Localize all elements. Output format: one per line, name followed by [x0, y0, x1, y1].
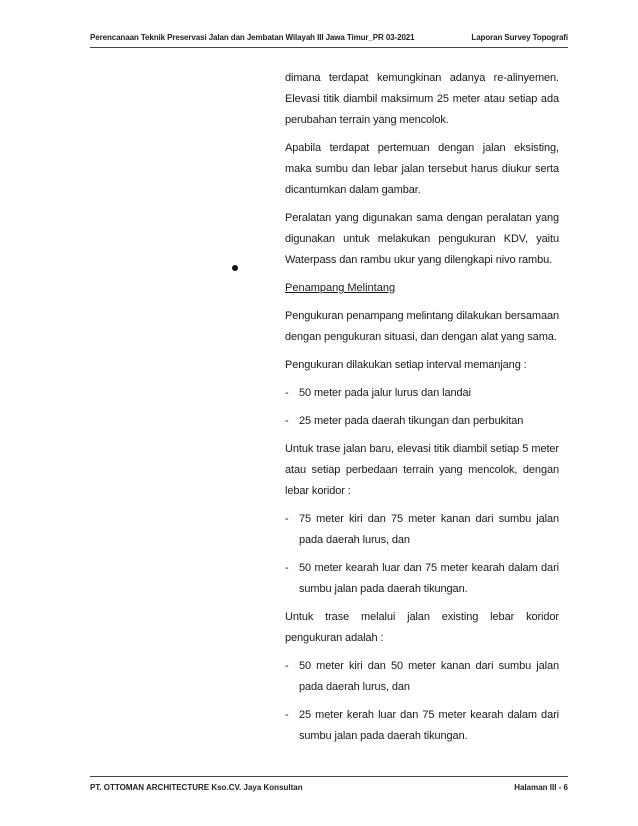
paragraph: Peralatan yang digunakan sama dengan peralatan yang digunakan untuk melakukan pengukuran KDV, yaitu Waterpass dan rambu ukur yang dilengkapi nivo rambu.	[285, 212, 559, 266]
dash-marker: -	[285, 387, 289, 399]
bullet-icon	[232, 265, 238, 271]
list-item-text: 25 meter pada daerah tikungan dan perbukitan	[299, 415, 524, 427]
list-item-text: 50 meter pada jalur lurus dan landai	[299, 387, 471, 399]
list-item-text: 50 meter kiri dan 50 meter kanan dari sumbu jalan pada daerah lurus, dan	[299, 660, 559, 693]
list-item	[285, 411, 559, 432]
footer-company: PT. OTTOMAN ARCHITECTURE Kso.CV. Jaya Konsultan	[90, 783, 303, 792]
dash-marker: -	[285, 660, 289, 672]
paragraph: Untuk trase melalui jalan existing lebar koridor pengukuran adalah :	[285, 611, 559, 644]
page-footer	[90, 783, 568, 797]
dash-marker: -	[285, 513, 289, 525]
paragraph: Pengukuran dilakukan setiap interval memanjang :	[285, 359, 527, 371]
list-item	[285, 509, 559, 551]
paragraph: Untuk trase jalan baru, elevasi titik diambil setiap 5 meter atau setiap perbedaan terrain yang mencolok, dengan lebar koridor :	[285, 443, 559, 497]
list-item	[285, 558, 559, 600]
dash-marker: -	[285, 415, 289, 427]
list-item	[285, 705, 559, 747]
dash-marker: -	[285, 562, 289, 574]
page-header	[90, 33, 568, 47]
paragraph: Pengukuran penampang melintang dilakukan bersamaan dengan pengukuran situasi, dan dengan alat yang sama.	[285, 310, 559, 343]
dash-marker: -	[285, 709, 289, 721]
list-item	[285, 383, 559, 404]
section-heading: Penampang Melintang	[285, 282, 396, 294]
header-divider	[90, 47, 568, 48]
header-report-title: Laporan Survey Topografi	[471, 33, 568, 42]
paragraph: Apabila terdapat pertemuan dengan jalan eksisting, maka sumbu dan lebar jalan tersebut harus diukur serta dicantumkan dalam gambar.	[285, 142, 559, 196]
footer-divider	[90, 776, 568, 777]
paragraph: dimana terdapat kemungkinan adanya re-alinyemen. Elevasi titik diambil maksimum 25 meter atau setiap ada perubahan terrain yang mencolok.	[285, 72, 559, 126]
list-item-text: 50 meter kearah luar dan 75 meter kearah dalam dari sumbu jalan pada daerah tikungan.	[299, 562, 559, 595]
footer-page-number: Halaman III - 6	[514, 783, 568, 792]
page-body	[285, 68, 559, 754]
header-document-title: Perencanaan Teknik Preservasi Jalan dan Jembatan Wilayah III Jawa Timur_PR 03-2021	[90, 33, 415, 42]
list-item-text: 75 meter kiri dan 75 meter kanan dari sumbu jalan pada daerah lurus, dan	[299, 513, 559, 546]
list-item-text: 25 meter kerah luar dan 75 meter kearah dalam dari sumbu jalan pada daerah tikungan.	[299, 709, 559, 742]
list-item	[285, 656, 559, 698]
